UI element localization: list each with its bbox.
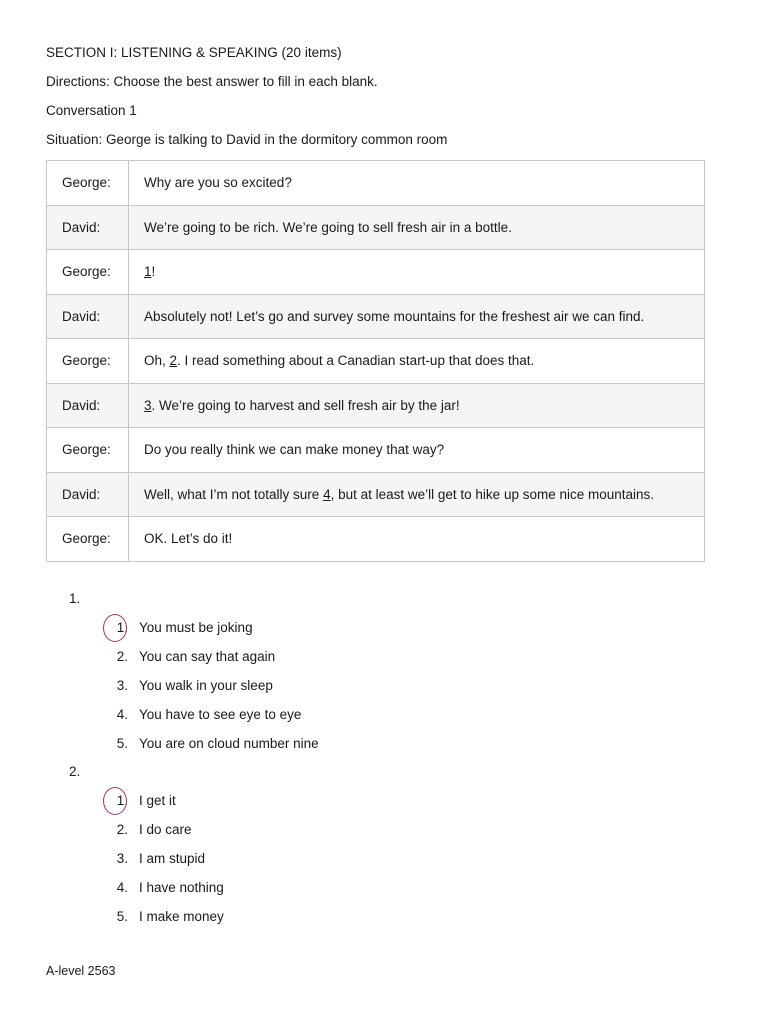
option-number: 5. <box>116 736 128 751</box>
speaker-cell: George: <box>47 517 129 562</box>
question-number: 1. <box>69 591 81 606</box>
speaker-cell: George: <box>47 161 129 206</box>
option-number: 5. <box>116 909 128 924</box>
dialogue-cell <box>129 250 705 295</box>
speaker-cell: George: <box>47 428 129 473</box>
option-text: I make money <box>139 909 224 924</box>
answer-option[interactable] <box>116 648 275 666</box>
speaker-cell: David: <box>47 294 129 339</box>
dialogue-cell <box>129 428 705 473</box>
dialogue-cell <box>129 339 705 384</box>
speaker-cell: David: <box>47 205 129 250</box>
conversation-row <box>47 250 705 295</box>
option-text: I do care <box>139 822 192 837</box>
option-text: You have to see eye to eye <box>139 707 302 722</box>
option-text: You are on cloud number nine <box>139 736 319 751</box>
option-number: 3. <box>116 678 128 693</box>
conversation-row <box>47 294 705 339</box>
dialogue-text: We’re going to be rich. We’re going to sell fresh air in a bottle. <box>144 219 512 235</box>
conversation-table <box>46 160 705 562</box>
answer-option[interactable] <box>116 850 205 868</box>
conversation-row <box>47 339 705 384</box>
answer-option[interactable] <box>116 821 192 839</box>
speaker-cell: David: <box>47 472 129 517</box>
selected-answer-circle <box>103 787 127 815</box>
option-number: 2. <box>116 649 128 664</box>
conversation-row <box>47 517 705 562</box>
blank-number: 1 <box>144 264 152 280</box>
conversation-row <box>47 472 705 517</box>
answer-option[interactable] <box>116 879 224 897</box>
dialogue-text: Well, what I’m not totally sure <box>144 486 324 502</box>
conversation-row <box>47 428 705 473</box>
option-text: You can say that again <box>139 649 276 664</box>
dialogue-cell <box>129 383 705 428</box>
option-text: I get it <box>139 793 176 808</box>
answer-option[interactable] <box>116 735 319 753</box>
blank-number: 4 <box>323 486 331 502</box>
dialogue-text: ! <box>151 264 156 280</box>
dialogue-cell <box>129 205 705 250</box>
dialogue-text: OK. Let’s do it! <box>144 531 233 547</box>
dialogue-cell <box>129 161 705 206</box>
conversation-row <box>47 383 705 428</box>
conversation-row <box>47 205 705 250</box>
dialogue-text: Oh, <box>144 353 170 369</box>
dialogue-text: Absolutely not! Let’s go and survey some mountains for the freshest air we can find. <box>144 308 645 324</box>
dialogue-text: . I read something about a Canadian start-up that does that. <box>177 353 535 369</box>
answer-option[interactable] <box>116 619 253 637</box>
blank-number: 2 <box>169 353 178 369</box>
selected-answer-circle <box>103 614 127 642</box>
answer-option[interactable] <box>116 706 301 724</box>
option-text: You walk in your sleep <box>139 678 273 693</box>
answer-option[interactable] <box>116 677 273 695</box>
dialogue-text: Why are you so excited? <box>144 175 292 191</box>
dialogue-cell <box>129 472 705 517</box>
question-number: 2. <box>69 764 81 779</box>
option-text: You must be joking <box>139 620 253 635</box>
speaker-cell: David: <box>47 383 129 428</box>
dialogue-text: . We’re going to harvest and sell fresh air by the jar! <box>151 397 460 413</box>
situation-text: Situation: George is talking to David in the dormitory common room <box>46 132 448 147</box>
blank-number: 3 <box>144 397 152 413</box>
section-title: SECTION I: LISTENING & SPEAKING (20 items) <box>46 45 342 60</box>
dialogue-cell <box>129 517 705 562</box>
option-number: 1. <box>116 793 128 808</box>
option-number: 4. <box>116 880 128 895</box>
dialogue-text: Do you really think we can make money that way? <box>144 442 445 458</box>
option-number: 4. <box>116 707 128 722</box>
option-text: I am stupid <box>139 851 206 866</box>
option-number: 3. <box>116 851 128 866</box>
directions-text: Directions: Choose the best answer to fill in each blank. <box>46 74 378 89</box>
conversation-title: Conversation 1 <box>46 103 137 118</box>
answer-option[interactable] <box>116 908 224 926</box>
dialogue-cell <box>129 294 705 339</box>
footer-text: A-level 2563 <box>46 964 116 978</box>
dialogue-text: , but at least we’ll get to hike up some nice mountains. <box>330 486 655 502</box>
option-number: 2. <box>116 822 128 837</box>
speaker-cell: George: <box>47 339 129 384</box>
option-number: 1. <box>116 620 128 635</box>
option-text: I have nothing <box>139 880 224 895</box>
speaker-cell: George: <box>47 250 129 295</box>
conversation-row <box>47 161 705 206</box>
